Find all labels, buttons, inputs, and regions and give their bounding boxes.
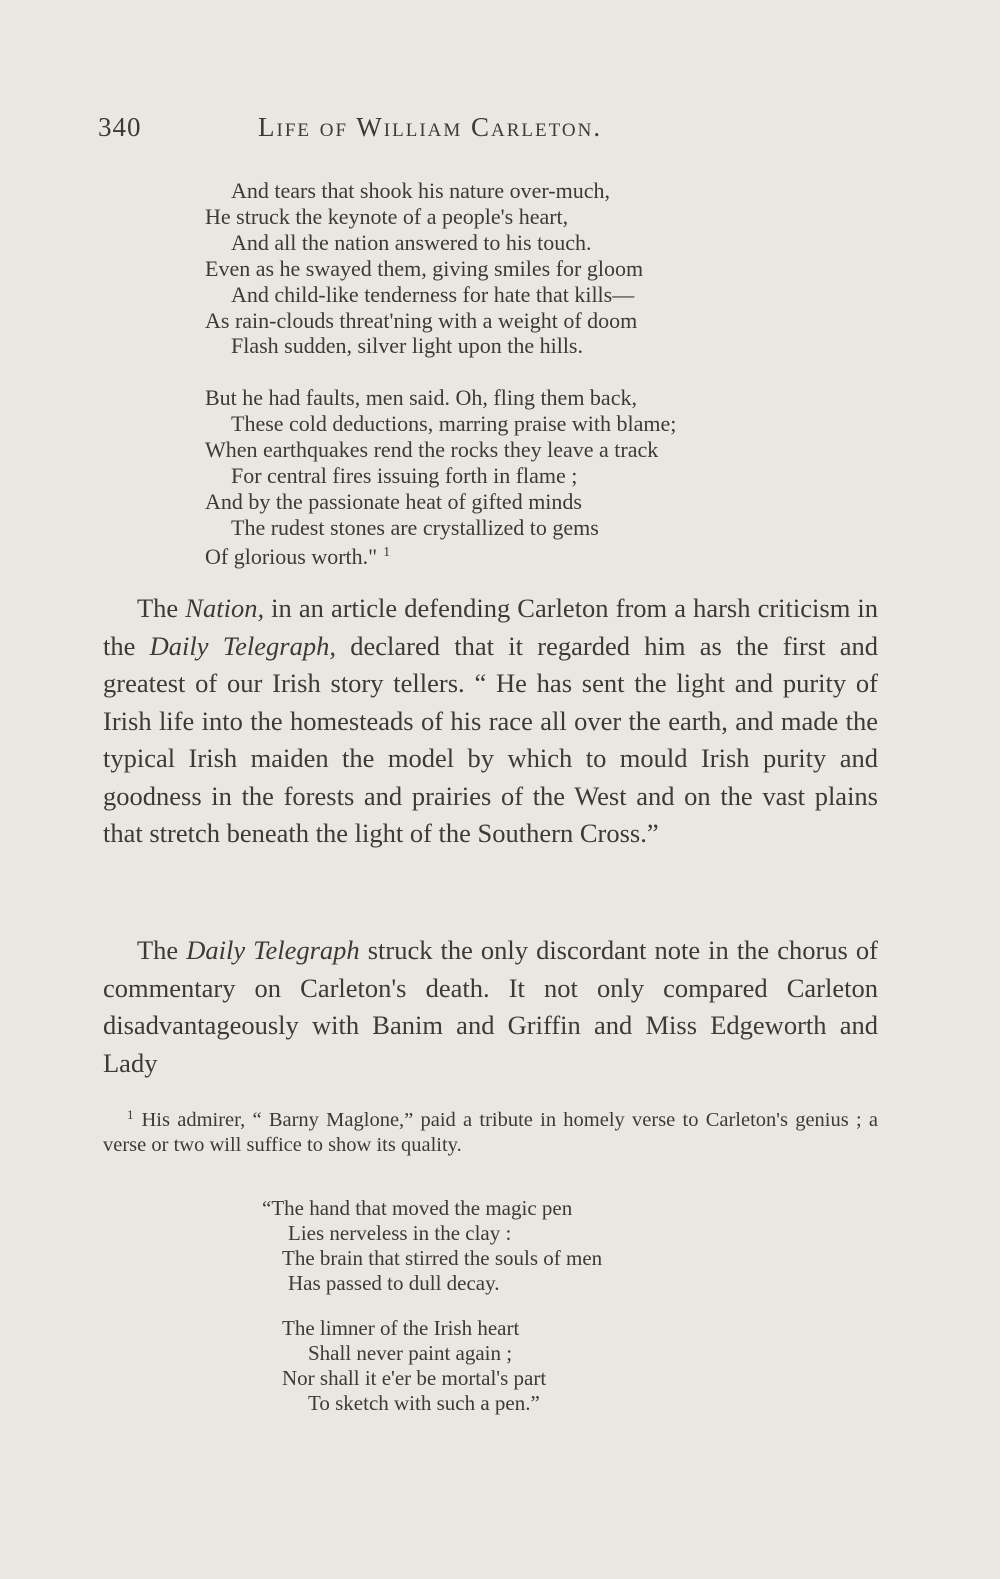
verse-line: When earthquakes rend the rocks they leave a track	[205, 436, 659, 462]
footnote-text: His admirer, “ Barny Maglone,” paid a tribute in homely verse to Carleton's genius ; a verse or two will suffice to show its quality.	[103, 1109, 878, 1156]
page-number: 340	[98, 112, 142, 142]
verse-line: For central fires issuing forth in flame ;	[231, 462, 578, 488]
verse-line: The brain that stirred the souls of men	[282, 1246, 603, 1270]
verse-line: He struck the keynote of a people's heart,	[205, 203, 569, 229]
verse-line: Nor shall it e'er be mortal's part	[282, 1366, 547, 1390]
verse-line: Has passed to dull decay.	[288, 1271, 500, 1295]
verse-line: As rain-clouds threat'ning with a weight of doom	[205, 307, 638, 333]
text-run: The	[137, 593, 186, 623]
verse-line: And all the nation answered to his touch.	[231, 229, 592, 255]
verse-line-last	[205, 540, 676, 570]
text-run: struck the only discordant note in the chorus of commentary on Carleton's death. It not only compared Carleton disadvantageously with Banim and Griffin and Miss Edgeworth and Lady	[103, 935, 878, 1078]
italic-title: Daily Telegraph	[186, 935, 360, 965]
italic-title: Daily Telegraph,	[149, 630, 336, 661]
italic-title: Nation,	[185, 593, 265, 623]
verse-line: The rudest stones are crystallized to gems	[231, 514, 599, 540]
verse-line: But he had faults, men said. Oh, fling them back,	[205, 385, 637, 410]
running-title: Life of William Carleton.	[258, 112, 603, 142]
body-paragraph-2	[103, 932, 878, 1082]
verse-line: Even as he swayed them, giving smiles for gloom	[205, 255, 644, 281]
text-run: The	[137, 935, 187, 965]
footnote-marker: 1	[127, 1107, 134, 1122]
footnote-poem-stanza-1	[262, 1196, 602, 1296]
footnote-poem-stanza-2	[282, 1316, 546, 1416]
verse-line: The limner of the Irish heart	[282, 1316, 520, 1340]
text-run: declared that it regarded him as the first and greatest of our Irish story tellers. “ He has sent the light and purity of Irish life into the homesteads of his race all over the earth, and made the typical Irish maiden the model by which to mould Irish purity and goodness in the forests and prairies of the West and on the vast plains that stretch beneath the light of the Southern Cross.”	[103, 630, 878, 848]
verse-line: And child-like tenderness for hate that kills—	[231, 281, 635, 307]
verse-line: “The hand that moved the magic pen	[262, 1196, 573, 1220]
body-paragraph-1	[103, 590, 878, 853]
verse-line: To sketch with such a pen.”	[308, 1391, 540, 1415]
verse-line: And tears that shook his nature over-much,	[231, 178, 610, 203]
footnote	[103, 1103, 878, 1157]
verse-line: Shall never paint again ;	[308, 1341, 513, 1365]
footnote-reference: 1	[383, 545, 391, 561]
poem-stanza-2	[205, 385, 676, 570]
text-run: in an article defending Carleton from a harsh criticism in the	[103, 593, 879, 661]
poem-stanza-1	[205, 178, 643, 359]
running-head	[98, 112, 898, 152]
verse-text: Of glorious worth."	[205, 544, 378, 570]
verse-line: These cold deductions, marring praise with blame;	[231, 410, 677, 436]
verse-line: And by the passionate heat of gifted minds	[205, 488, 582, 514]
verse-line: Lies nerveless in the clay :	[288, 1221, 512, 1245]
verse-line: Flash sudden, silver light upon the hills.	[231, 333, 583, 359]
